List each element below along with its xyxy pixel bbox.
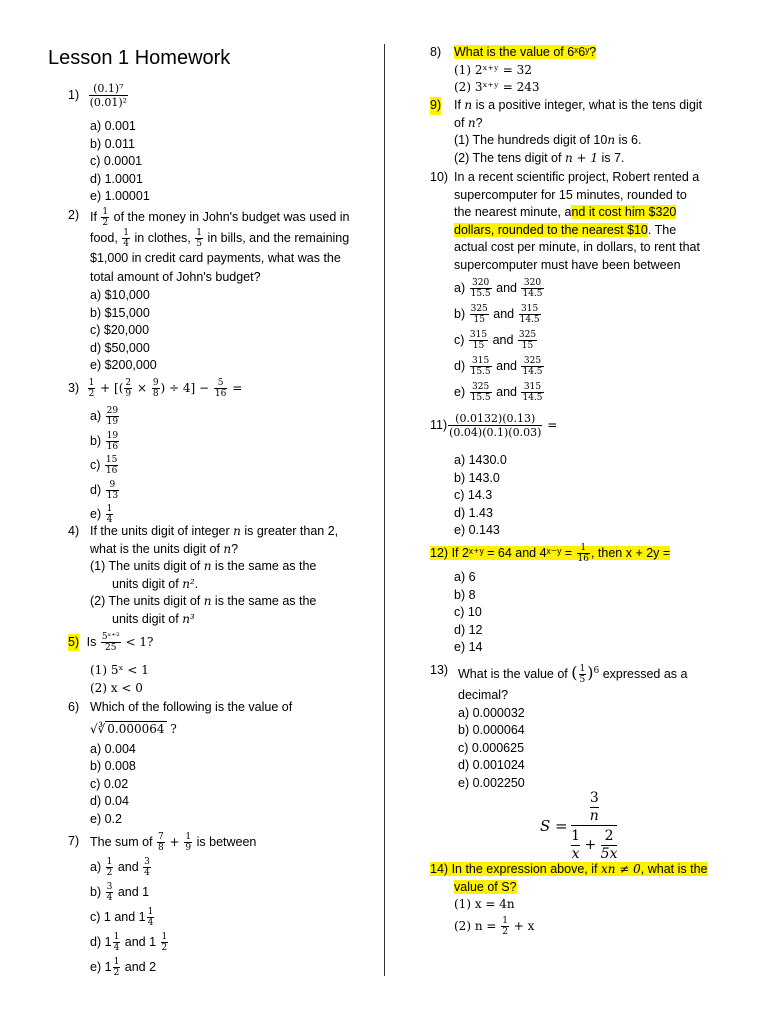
option-text: and — [489, 307, 518, 321]
option-label: a) — [90, 409, 102, 423]
answer-option — [90, 905, 368, 930]
answer-option: d) 1.43 — [454, 505, 493, 520]
question-number: 9) — [430, 97, 441, 115]
option-label: b) — [454, 307, 466, 321]
math-var: n² — [182, 576, 195, 591]
denominator: 16 — [577, 554, 589, 564]
answer-option: b) 143.0 — [454, 470, 500, 485]
denominator: 2 — [102, 218, 109, 228]
question-number: 14) — [430, 862, 449, 876]
answer-option: e) 0.2 — [90, 811, 122, 826]
numerator: 1 — [147, 907, 154, 918]
numerator: 325 — [470, 382, 492, 393]
denominator: 9 — [185, 843, 192, 854]
answer-option — [454, 327, 738, 353]
statement: (1) 5ˣ < 1 — [90, 663, 149, 677]
q14-text: value of S? — [454, 879, 517, 894]
statement: . — [194, 576, 199, 591]
answer-option: c) 0.0001 — [90, 154, 143, 168]
statement: units digit of — [112, 611, 183, 626]
numerator: 315 — [519, 304, 541, 315]
option-label: a) — [90, 860, 102, 874]
denominator: 13 — [106, 490, 119, 501]
statement: + x — [509, 918, 535, 933]
denominator: 15 — [472, 341, 485, 352]
math-var: n — [607, 133, 616, 147]
denominator: 5x — [600, 846, 618, 862]
answer-option — [90, 855, 368, 880]
option-text: 1 — [104, 935, 112, 949]
q13-text: What is the value of — [458, 667, 572, 682]
question-number: 12) — [430, 545, 449, 560]
answer-option — [90, 955, 368, 980]
q2-text: in clothes, — [131, 230, 195, 245]
q2-fraction — [101, 207, 109, 228]
q2-fraction — [122, 228, 130, 249]
question-number: 6) — [68, 700, 80, 714]
q5-text: Is — [86, 634, 100, 649]
denominator: 2 — [502, 926, 508, 937]
q3-fraction — [88, 378, 96, 399]
q3-operator: ) ÷ 4] − — [160, 381, 213, 395]
q3-fraction — [214, 378, 227, 399]
option-label: c) — [90, 458, 101, 472]
denominator: 8 — [152, 389, 159, 399]
denominator: 5 — [579, 675, 586, 686]
q6-text: Which of the following is the value of — [90, 700, 293, 714]
statement: (1) 2ˣ⁺ʸ = 32 — [454, 62, 532, 77]
page-title: Lesson 1 Homework — [48, 47, 231, 69]
question-number: 5) — [68, 634, 79, 652]
denominator: 19 — [106, 417, 119, 428]
question-4 — [68, 523, 368, 628]
statement: is 6. — [615, 133, 642, 147]
q14-text: In the expression above, if — [451, 862, 601, 876]
q2-text: total amount of John's budget? — [90, 270, 261, 284]
option-label: e) — [454, 385, 466, 399]
option-label: a) — [454, 281, 466, 295]
math-var: n³ — [182, 611, 195, 626]
q1-fraction — [89, 82, 129, 109]
answer-option: c) 0.000625 — [458, 740, 525, 755]
q4-text: ? — [231, 541, 239, 556]
denominator: 2 — [106, 868, 113, 879]
q10-text: supercomputer must have been between — [454, 257, 681, 272]
q3-fraction — [124, 378, 132, 399]
q10-text: actual cost per minute, in dollars, to rent that — [454, 240, 700, 254]
answer-option — [90, 930, 368, 955]
question-7 — [68, 830, 368, 980]
question-number: 3) — [68, 381, 80, 395]
question-14 — [430, 861, 738, 938]
answer-option — [90, 404, 368, 429]
answer-option: c) 0.02 — [90, 776, 129, 791]
answer-option — [90, 429, 368, 454]
numerator: 1 — [502, 915, 508, 926]
denominator: 2 — [161, 943, 168, 954]
answer-option — [90, 453, 368, 478]
option-text: 1 — [104, 960, 112, 974]
q2-text: food, — [90, 230, 122, 245]
numerator: 1 — [196, 228, 202, 238]
denominator: 16 — [106, 441, 119, 452]
option-text: and 1 — [121, 935, 160, 949]
math-var: n + 1 — [564, 150, 598, 165]
statement: is the same as the — [211, 559, 317, 573]
numerator: 1 — [571, 828, 581, 844]
denominator: 16 — [214, 389, 227, 399]
denominator: 15.5 — [470, 393, 491, 404]
denominator: n — [589, 808, 599, 824]
q2-fraction — [195, 228, 203, 249]
q11-fraction — [448, 412, 542, 439]
statement: is 7. — [597, 150, 625, 165]
q9-text: If — [454, 98, 465, 112]
denominator: 4 — [106, 893, 113, 904]
numerator: 3 — [144, 857, 150, 868]
denominator: 4 — [123, 239, 130, 249]
denominator: 14.5 — [522, 289, 543, 300]
answer-option: d) $50,000 — [90, 340, 150, 355]
q3-fraction — [152, 378, 160, 399]
answer-option: e) 0.143 — [454, 523, 500, 537]
statement: (2) x < 0 — [90, 680, 143, 695]
exponent: 6 — [593, 666, 600, 676]
answer-option: b) 0.011 — [90, 136, 135, 151]
q11-text: = — [543, 417, 558, 432]
q14-text: , what is the — [640, 862, 708, 876]
numerator: 9 — [152, 378, 159, 388]
question-3 — [68, 378, 368, 527]
numerator: 1 — [88, 378, 95, 388]
answer-option: e) 1.00001 — [90, 189, 150, 203]
answer-option: a) 1430.0 — [454, 453, 507, 467]
numerator: 320 — [521, 278, 543, 289]
option-text: 1 and 1 — [103, 910, 146, 924]
answer-option: b) $15,000 — [90, 305, 150, 320]
math-var: n — [233, 524, 241, 538]
numerator: 15 — [105, 455, 118, 466]
option-label: c) — [90, 910, 101, 924]
numerator: 320 — [470, 278, 492, 289]
denominator: 14.5 — [519, 315, 540, 326]
option-label: c) — [454, 333, 465, 347]
numerator: 5ˣ⁺² — [101, 632, 120, 642]
q3-operator: × — [133, 381, 151, 395]
numerator: 1 — [113, 932, 120, 943]
numerator: 3 — [589, 790, 599, 806]
numerator: (0.0132)(0.13) — [448, 412, 542, 426]
option-label: d) — [454, 359, 466, 373]
option-text: and — [492, 359, 521, 373]
q9-text: of — [454, 115, 468, 130]
question-2 — [68, 207, 368, 375]
numerator: 1 — [577, 543, 590, 554]
denominator: 16 — [105, 466, 118, 477]
option-text: and — [114, 860, 143, 874]
answer-option — [454, 353, 738, 379]
question-number: 11) — [430, 417, 448, 432]
numerator: 1 — [123, 228, 130, 238]
q9-text: is a positive integer, what is the tens digit — [472, 98, 703, 112]
answer-option: c) 14.3 — [454, 488, 493, 502]
answer-option: d) 1.0001 — [90, 171, 143, 186]
answer-option: a) 6 — [454, 570, 476, 584]
question-12 — [430, 543, 738, 657]
operator: + — [584, 837, 597, 853]
answer-option: e) 0.002250 — [458, 775, 525, 790]
denominator: 15 — [473, 315, 485, 326]
answer-option: d) 12 — [454, 622, 483, 637]
statement: (2) The tens digit of — [454, 150, 565, 165]
denominator: 9 — [125, 389, 132, 399]
option-label: b) — [90, 885, 102, 899]
answer-option: a) 0.001 — [90, 119, 136, 133]
numerator: 1 — [161, 932, 168, 943]
statement: (1) The units digit of — [90, 559, 204, 573]
numerator: 1 — [106, 504, 113, 515]
option-text: and 2 — [121, 960, 157, 974]
numerator: (0.1)⁷ — [89, 82, 129, 96]
math-var: n — [223, 541, 232, 556]
q4-text: If the units digit of integer — [90, 524, 234, 538]
numerator: 7 — [158, 832, 164, 843]
numerator: 1 — [106, 857, 113, 868]
statement: (2) 3ˣ⁺ʸ = 243 — [454, 80, 540, 94]
option-text: and — [492, 385, 521, 399]
statement: units digit of — [112, 576, 183, 591]
numerator: 325 — [521, 356, 543, 367]
numerator: 1 — [579, 664, 586, 675]
denominator: 4 — [113, 943, 120, 954]
answer-option: b) 0.000064 — [458, 723, 525, 738]
answer-option — [454, 275, 738, 301]
numerator: 5 — [214, 378, 227, 389]
q5-fraction — [101, 632, 121, 653]
statement: (2) The units digit of — [90, 594, 204, 608]
column-divider — [384, 44, 385, 976]
statement: is the same as the — [211, 594, 317, 608]
question-1 — [68, 82, 368, 206]
numerator: 29 — [106, 406, 119, 417]
question-number: 8) — [430, 45, 442, 59]
q2-text: If — [90, 209, 101, 224]
q2-text: $1,000 in credit card payments, what was the — [90, 251, 341, 265]
root-symbol: √∛ — [90, 721, 106, 736]
q7-text: The sum of — [90, 835, 156, 849]
answer-option: b) 8 — [454, 587, 476, 602]
denominator: 4 — [144, 868, 150, 879]
denominator: 2 — [88, 389, 95, 399]
math-var: xn ≠ 0 — [600, 862, 641, 876]
question-8 — [430, 44, 738, 97]
statement: (2) n = — [454, 918, 501, 933]
question-10 — [430, 169, 738, 405]
denominator: 4 — [147, 918, 154, 929]
numerator: 315 — [521, 382, 543, 393]
q4-text: is greater than 2, — [240, 524, 339, 538]
answer-option: c) 10 — [454, 605, 482, 619]
math-var: n — [203, 594, 212, 608]
option-label: d) — [90, 935, 102, 949]
denominator: 2 — [113, 968, 120, 979]
q10-text: supercomputer for 15 minutes, rounded to — [454, 187, 687, 202]
q10-text: In a recent scientific project, Robert rented a — [454, 170, 700, 184]
numerator: 1 — [185, 832, 192, 843]
statement: (1) The hundreds digit of 10 — [454, 133, 608, 147]
numerator: 2 — [125, 378, 132, 388]
denominator: 5 — [196, 239, 202, 249]
denominator: 8 — [158, 843, 164, 854]
q3-operator: + [( — [96, 381, 124, 395]
q4-text: what is the units digit of — [90, 541, 224, 556]
q13-text: expressed as a — [599, 667, 688, 682]
denominator: (0.04)(0.1)(0.03) — [449, 426, 542, 439]
answer-option: a) 0.000032 — [458, 705, 525, 720]
q10-text: dollars, rounded to the nearest $10 — [454, 222, 648, 237]
numerator: 315 — [470, 356, 492, 367]
answer-option: a) $10,000 — [90, 288, 150, 302]
statement: (1) x = 4n — [454, 897, 515, 911]
numerator: 2 — [601, 828, 618, 846]
answer-option: d) 0.04 — [90, 794, 129, 808]
numerator: 325 — [518, 330, 537, 341]
question-11 — [430, 412, 738, 540]
numerator: 315 — [469, 330, 488, 341]
q5-text: < 1? — [121, 634, 154, 649]
answer-option — [454, 379, 738, 405]
question-number: 2) — [68, 208, 80, 222]
option-text: and — [492, 281, 521, 295]
denominator: x — [571, 846, 580, 862]
numerator: 325 — [470, 304, 488, 315]
denominator: 15 — [521, 341, 534, 352]
answer-option: b) 0.008 — [90, 759, 136, 773]
option-label: d) — [90, 482, 102, 497]
q7-text: is between — [193, 835, 257, 849]
q12-text: , then x + 2y = — [590, 545, 671, 560]
answer-option — [454, 301, 738, 327]
question-number: 1) — [68, 87, 80, 102]
q7-text: + — [165, 835, 184, 849]
q10-text: . The — [647, 222, 677, 237]
q10-text: the nearest minute, a — [454, 205, 572, 219]
option-label: b) — [90, 433, 102, 448]
q9-text: ? — [475, 115, 483, 130]
question-9 — [430, 97, 738, 167]
q2-text: in bills, and the remaining — [203, 230, 350, 245]
denominator: 25 — [105, 643, 117, 653]
option-label: e) — [90, 507, 102, 521]
option-text: and 1 — [114, 885, 150, 899]
answer-option — [90, 478, 368, 503]
numerator: 9 — [106, 480, 119, 491]
denominator: 15.5 — [470, 367, 491, 378]
q14-expression — [540, 790, 720, 863]
q2-text: of the money in John's budget was used in — [110, 209, 350, 224]
question-number: 4) — [68, 524, 80, 538]
denominator: 14.5 — [522, 367, 543, 378]
denominator: 14.5 — [522, 393, 543, 404]
compound-fraction — [571, 790, 617, 863]
question-number: 10) — [430, 170, 449, 184]
option-text: and — [489, 333, 517, 347]
question-5 — [68, 632, 368, 697]
math-var: n — [203, 559, 212, 573]
q8-text: What is the value of 6ˣ6ʸ? — [454, 45, 597, 59]
numerator: 1 — [102, 207, 109, 217]
numerator: 1 — [113, 957, 120, 968]
math-var: n — [464, 98, 473, 112]
q13-text: decimal? — [458, 688, 509, 703]
answer-option: c) $20,000 — [90, 323, 150, 337]
math-var: n — [467, 115, 476, 130]
option-label: e) — [90, 960, 102, 974]
radicand: 0.000064 — [107, 721, 165, 736]
denominator: (0.01)² — [89, 96, 128, 109]
q12-text: If 2ˣ⁺ʸ = 64 and 4ˣ⁻ʸ = — [451, 545, 576, 560]
denominator: 4 — [106, 515, 113, 526]
q3-operator: = — [228, 381, 243, 395]
question-number: 13) — [430, 663, 449, 677]
question-6 — [68, 699, 368, 828]
numerator: 19 — [106, 430, 119, 441]
answer-option: d) 0.001024 — [458, 758, 525, 773]
denominator: 15.5 — [470, 289, 491, 300]
expression-lhs: S = — [540, 816, 568, 835]
answer-option: e) $200,000 — [90, 358, 157, 372]
answer-option: e) 14 — [454, 640, 483, 654]
answer-option: a) 0.004 — [90, 741, 136, 756]
question-number: 7) — [68, 834, 80, 848]
q10-text: nd it cost him $320 — [571, 205, 677, 219]
question-13: 13) What is the value of ( $\frac{1}{5}$ )$^6$ expressed as a decimal? a) 0.000032 b) 0.000064 c) 0.000625 d) 0.001024 e) 0.002250 — [430, 658, 738, 792]
answer-option — [90, 880, 368, 905]
numerator: 3 — [106, 882, 113, 893]
q6-text: ? — [166, 721, 177, 736]
